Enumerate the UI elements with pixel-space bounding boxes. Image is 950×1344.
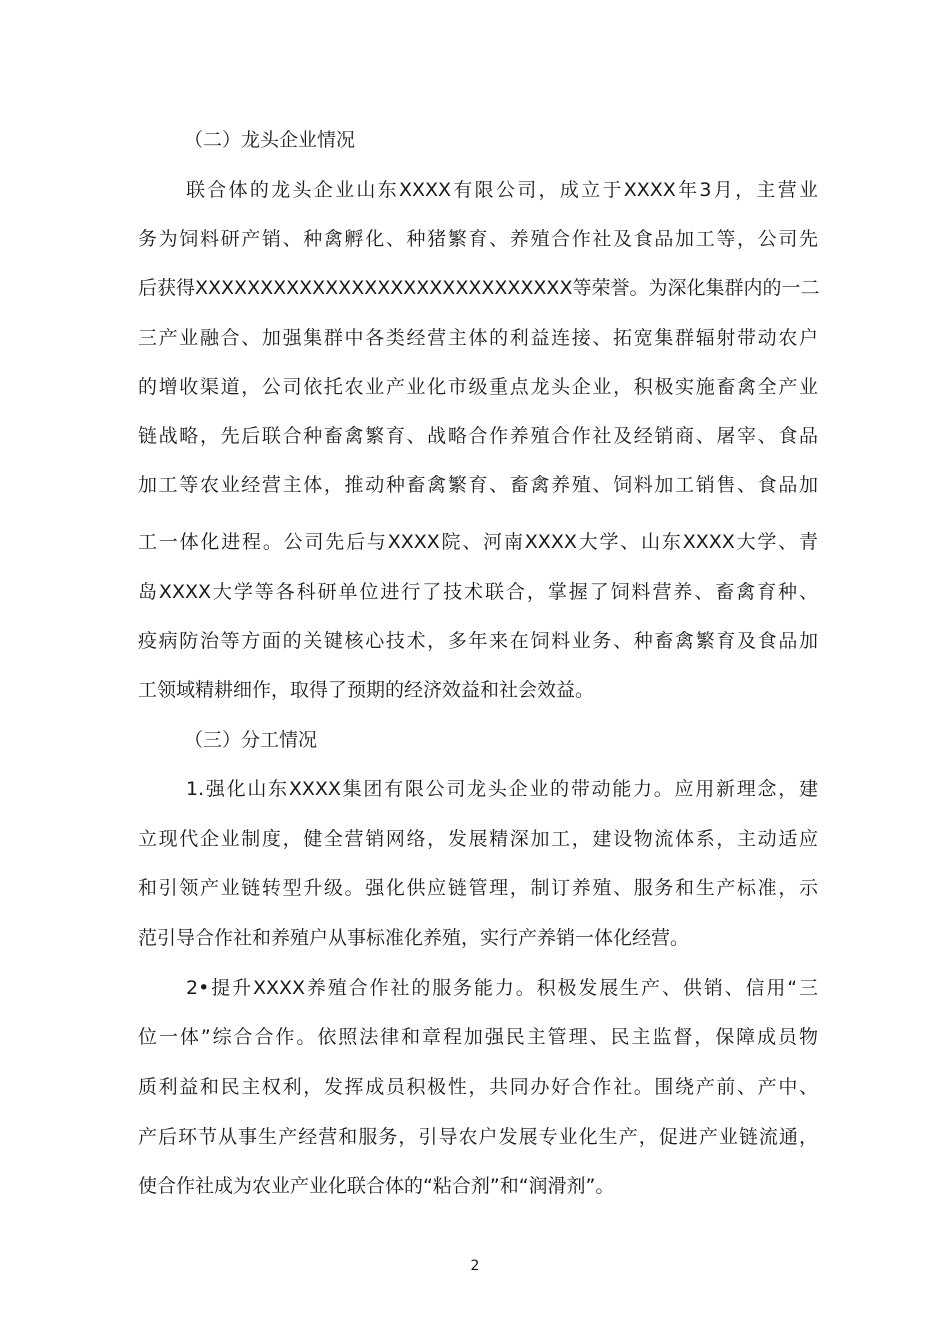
paragraph-line: 链战略，先后联合种畜禽繁育、战略合作养殖合作社及经销商、屠宰、食品 [138, 425, 818, 447]
section-heading-division-of-labor: （三）分工情况 [184, 729, 318, 751]
paragraph-line: 和引领产业链转型升级。强化供应链管理，制订养殖、服务和生产标准，示 [138, 877, 818, 899]
paragraph-line: 工领域精耕细作，取得了预期的经济效益和社会效益。 [138, 679, 595, 701]
paragraph-line: 加工等农业经营主体，推动种畜禽繁育、畜禽养殖、饲料加工销售、食品加 [138, 474, 818, 496]
paragraph-line: 的增收渠道，公司依托农业产业化市级重点龙头企业，积极实施畜禽全产业 [138, 376, 818, 398]
page-number: 2 [470, 1258, 480, 1274]
paragraph-line: 三产业融合、加强集群中各类经营主体的利益连接、拓宽集群辐射带动农户 [138, 327, 818, 349]
paragraph-line: 范引导合作社和养殖户从事标准化养殖，实行产养销一体化经营。 [138, 927, 690, 949]
paragraph-line: 质利益和民主权利，发挥成员积极性，共同办好合作社。围绕产前、产中、 [138, 1076, 818, 1098]
paragraph-line: 岛XXXX大学等各科研单位进行了技术联合，掌握了饲料营养、畜禽育种、 [138, 581, 818, 603]
paragraph-line: 工一体化进程。公司先后与XXXX院、河南XXXX大学、山东XXXX大学、青 [138, 531, 818, 553]
section-heading-leading-enterprise: （二）龙头企业情况 [184, 129, 356, 151]
paragraph-line: 产后环节从事生产经营和服务，引导农户发展专业化生产，促进产业链流通， [138, 1126, 818, 1148]
paragraph-line: 务为饲料研产销、种禽孵化、种猪繁育、养殖合作社及食品加工等，公司先 [138, 228, 818, 250]
paragraph-line: 疫病防治等方面的关键核心技术，多年来在饲料业务、种畜禽繁育及食品加 [138, 630, 818, 652]
paragraph-line: 2•提升XXXX养殖合作社的服务能力。积极发展生产、供销、信用“三 [186, 977, 818, 999]
paragraph-line: 1.强化山东XXXX集团有限公司龙头企业的带动能力。应用新理念，建 [186, 778, 818, 800]
paragraph-line: 使合作社成为农业产业化联合体的“粘合剂”和“润滑剂”。 [138, 1175, 615, 1197]
paragraph-line: 位一体”综合合作。依照法律和章程加强民主管理、民主监督，保障成员物 [138, 1026, 818, 1048]
paragraph-line: 立现代企业制度，健全营销网络，发展精深加工，建设物流体系，主动适应 [138, 828, 818, 850]
paragraph-line: 联合体的龙头企业山东XXXX有限公司，成立于XXXX年3月，主营业 [186, 179, 819, 201]
paragraph-line: 后获得XXXXXXXXXXXXXXXXXXXXXXXXXXXXX等荣誉。为深化集群内的一二 [138, 277, 820, 299]
